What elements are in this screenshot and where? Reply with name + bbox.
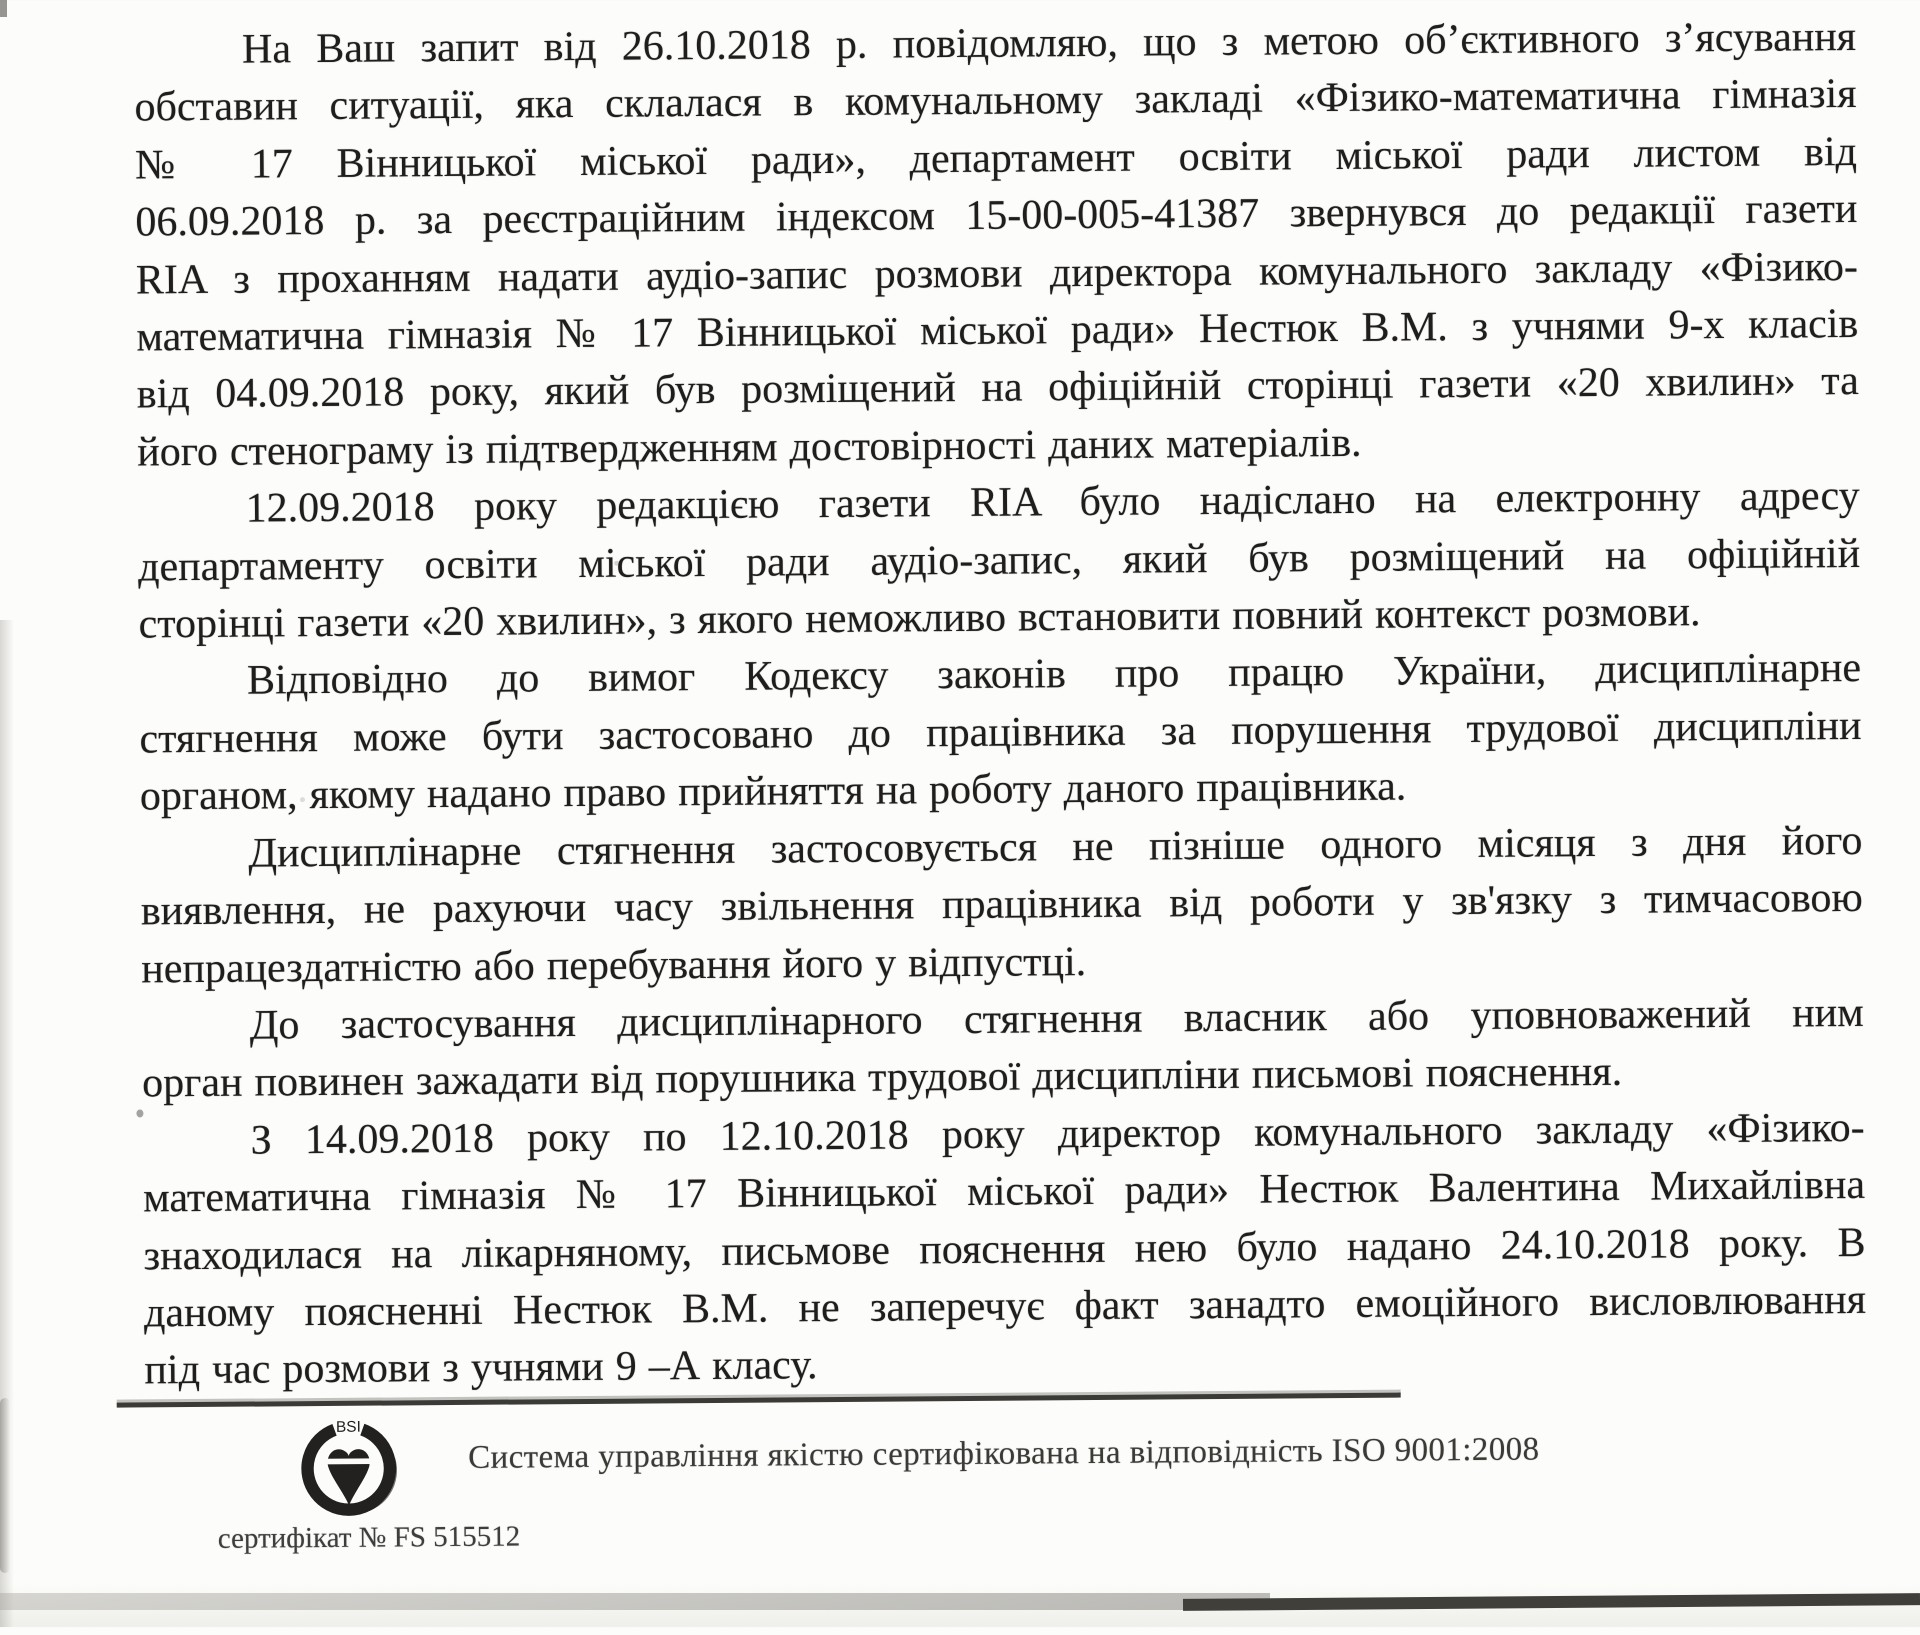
bsi-logo-heart (328, 1449, 371, 1506)
text-line: Відповідно до вимог Кодексу законів про працю України, дисциплінарне (246, 645, 1862, 705)
text-line: від 04.09.2018 року, який був розміщений на офіційній сторінці газети «20 хвилин» та (136, 358, 1859, 418)
paragraph (142, 985, 1865, 1113)
text-line: № 17 Вінницької міської ради», департамент освіти міської ради листом від (134, 128, 1858, 189)
bsi-logo-bar (325, 1458, 372, 1464)
text-line: його стенограму із підтвердженням достовірності даних матеріалів. (137, 419, 1362, 476)
text-line: До застосування дисциплінарного стягнення власник або уповноважений ним (249, 989, 1864, 1049)
text-line: органом, якому надано право прийняття на роботу даного працівника. (139, 763, 1407, 820)
text-line: непрацездатністю або перебування його у відпустці. (141, 938, 1087, 992)
text-line: обставин ситуації, яка склалася в комунальному закладі «Фізико-математична гімназія (134, 71, 1857, 131)
text-line: знаходилася на лікарняному, письмове пояснення нею було надано 24.10.2018 року. В (143, 1219, 1866, 1279)
text-line: На Ваш запит від 26.10.2018 р. повідомляю, що з метою об’єктивного з’ясування (241, 13, 1857, 73)
scan-artifact-bottom-band (0, 1593, 1270, 1610)
scan-speck (614, 561, 619, 566)
paragraph (137, 468, 1860, 654)
text-line: математична гімназія № 17 Вінницької міської ради» Нестюк В.М. з учнями 9-х класів (136, 300, 1859, 361)
text-line: під час розмови з учнями 9 –А класу. (144, 1342, 818, 1394)
footer-certificate-text: сертифікат № FS 515512 (217, 1520, 521, 1555)
bsi-logo (297, 1416, 401, 1520)
scan-artifact-top-left (0, 0, 7, 17)
text-line: департаменту освіти міської ради аудіо-запис, який був розміщений на офіційній (137, 530, 1861, 591)
text-line: Дисциплінарне стягнення застосовується не пізніше одного місяця з дня його (248, 817, 1863, 877)
text-line: виявлення, не рахуючи часу звільнення працівника від роботи у зв'язку з тимчасовою (140, 875, 1863, 935)
paragraph (142, 1100, 1866, 1401)
text-line: 06.09.2018 р. за реєстраційним індексом 15-00-005-41387 звернувся до редакції газети (135, 186, 1858, 246)
footer-iso-text: Система управління якістю сертифікована на відповідність ISO 9001:2008 (468, 1431, 1540, 1476)
bsi-logo-label: BSI (335, 1418, 361, 1436)
document-body (134, 9, 1867, 1400)
text-line: RIA з проханням надати аудіо-запис розмови директора комунального закладу «Фізико- (135, 243, 1859, 304)
text-line: сторінці газети «20 хвилин», з якого неможливо встановити повний контекст розмови. (138, 589, 1701, 648)
text-line: орган повинен зажадати від порушника трудової дисципліни письмові пояснення. (142, 1049, 1623, 1107)
text-line: даному поясненні Нестюк В.М. не заперечує факт занадто емоційного висловлювання (143, 1276, 1867, 1337)
text-line: стягнення може бути застосовано до працівника за порушення трудової дисципліни (139, 702, 1862, 763)
text-line: математична гімназія № 17 Вінницької міської ради» Нестюк Валентина Михайлівна (142, 1162, 1866, 1222)
text-line: З 14.09.2018 року по 12.10.2018 року директор комунального закладу «Фізико- (250, 1104, 1865, 1164)
paragraph (139, 640, 1862, 826)
text-line: 12.09.2018 року редакцією газети RIA було надіслано на електронну адресу (245, 473, 1860, 532)
paragraph (140, 813, 1863, 999)
scan-artifact-left-smudge (0, 1398, 10, 1573)
paragraph (134, 9, 1860, 482)
scan-speck (300, 797, 305, 802)
scan-speck (136, 1109, 143, 1117)
